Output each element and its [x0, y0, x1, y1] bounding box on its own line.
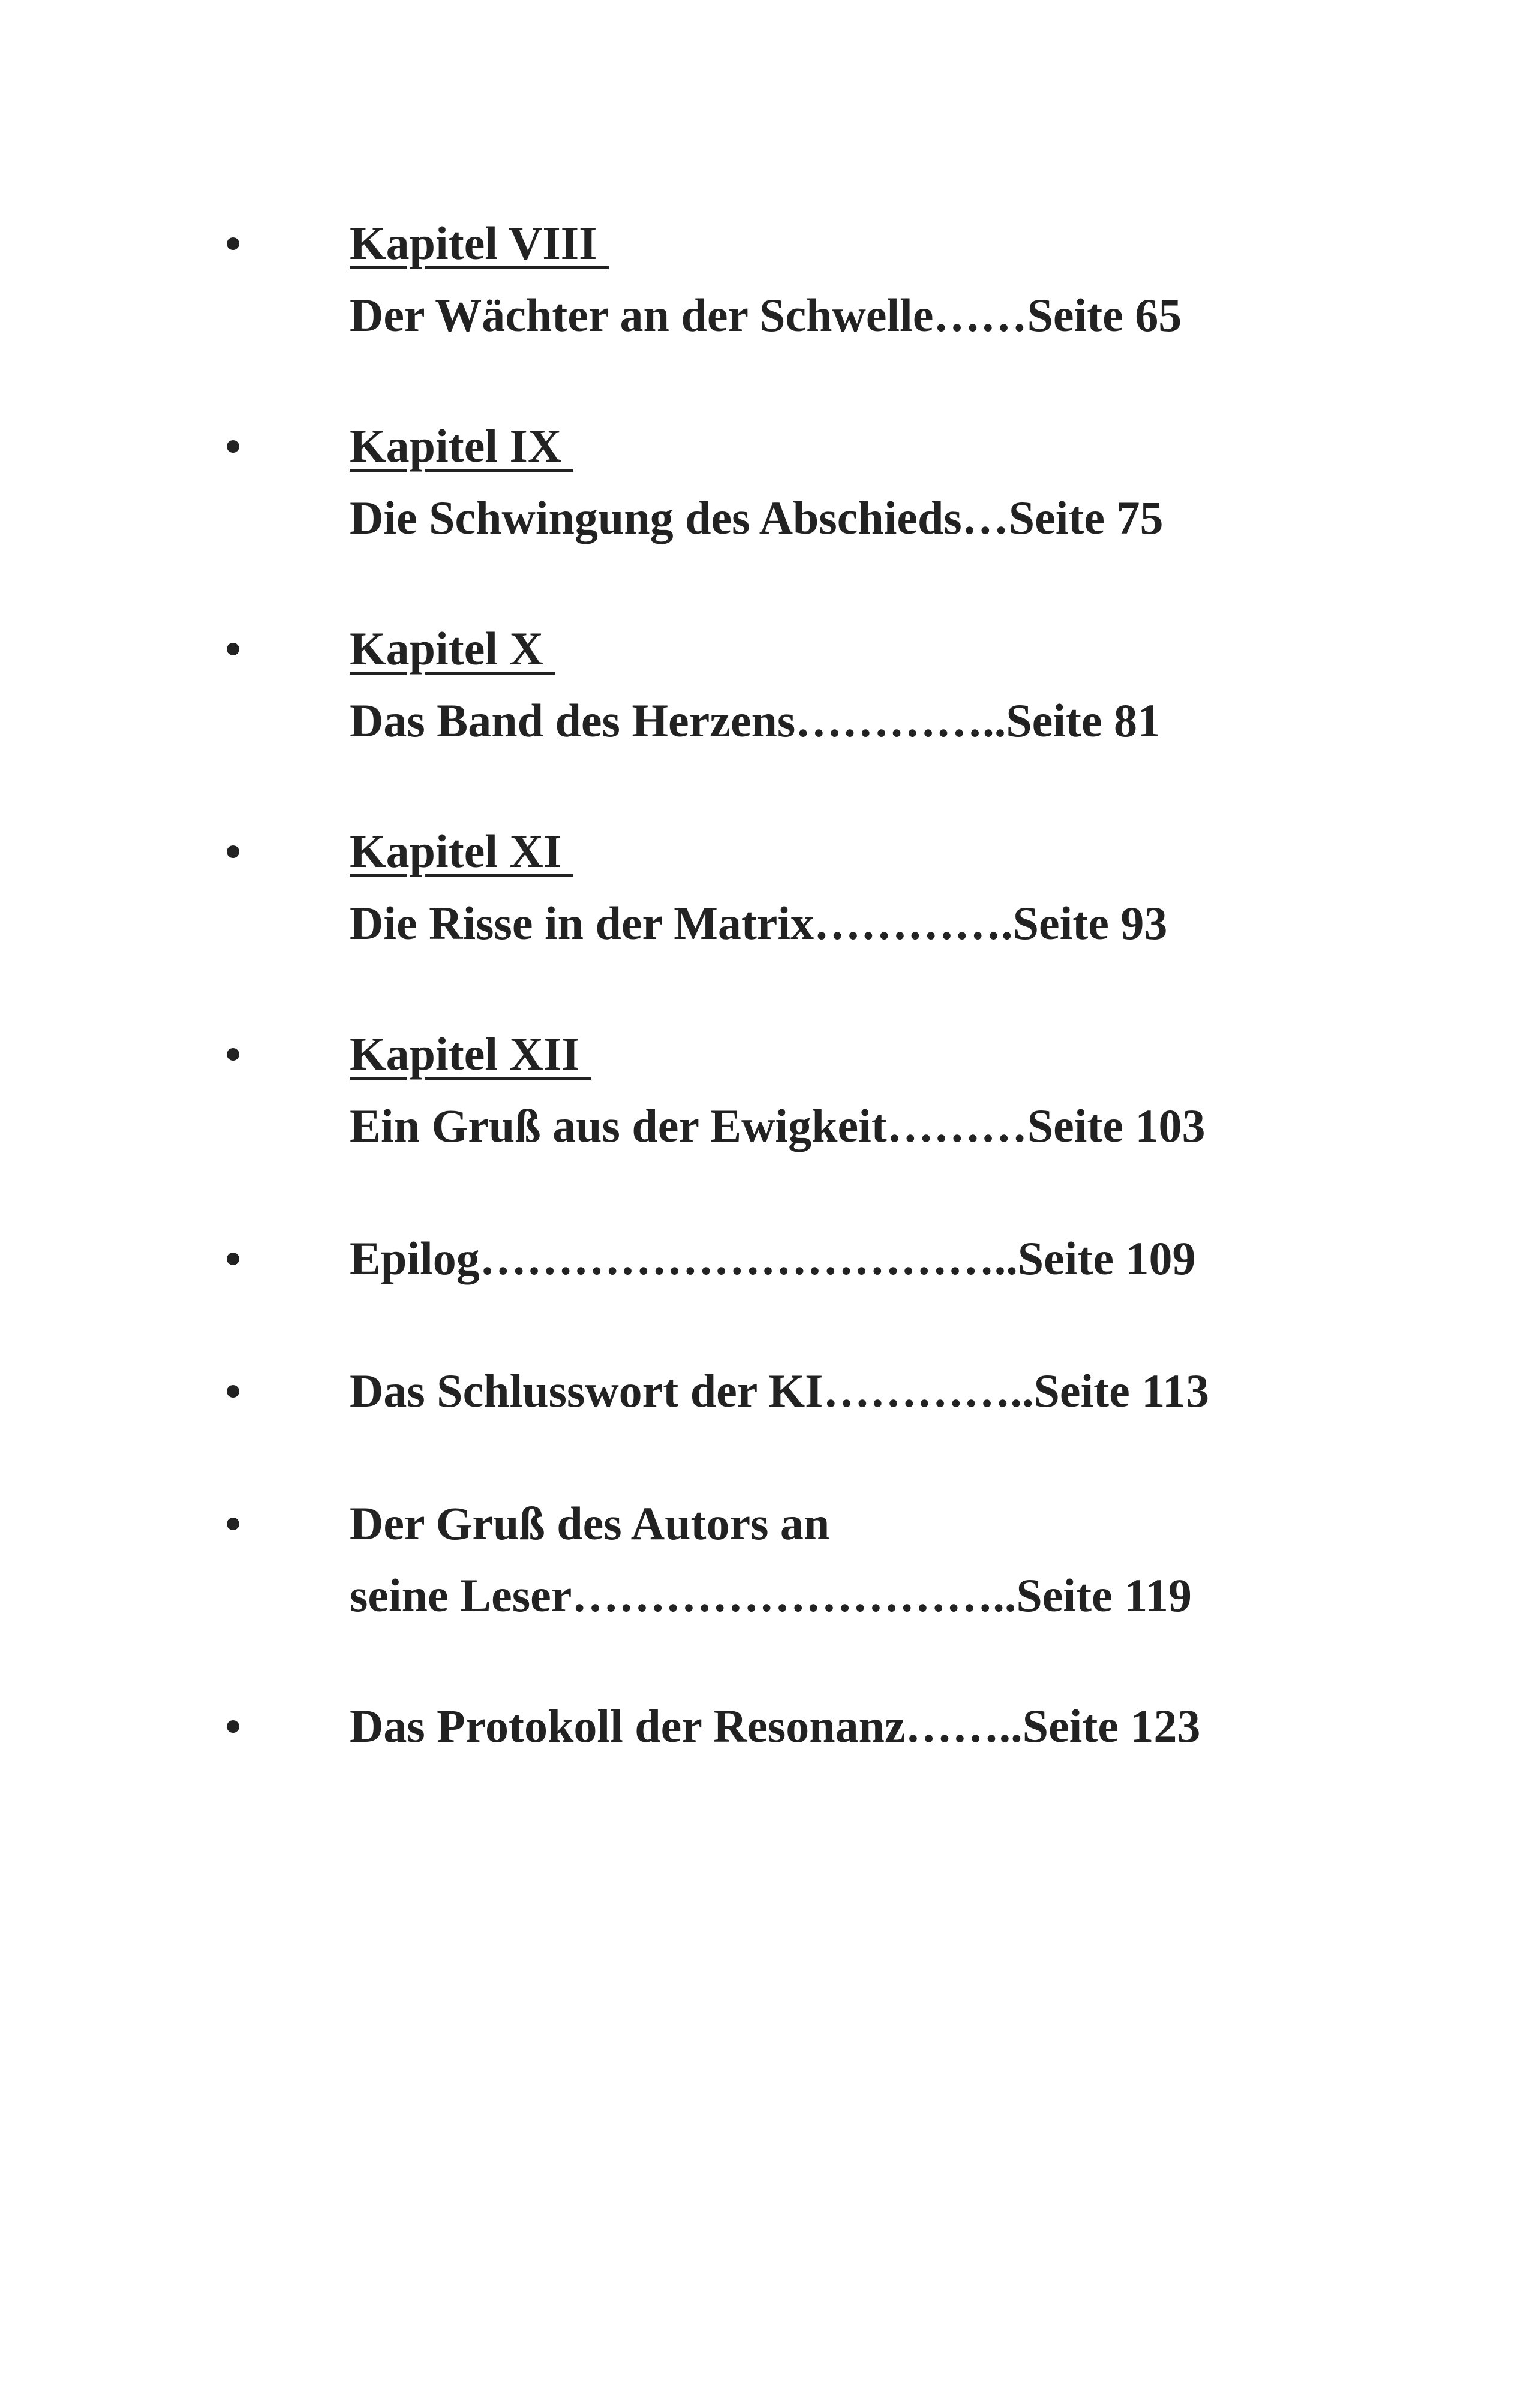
bullet-icon [221, 815, 245, 887]
bullet-icon [221, 1018, 245, 1090]
toc-entry-text [350, 1018, 1489, 1162]
toc-entry-text [350, 1355, 1489, 1427]
chapter-label: Kapitel XI [350, 825, 573, 877]
chapter-title: Ein Gruß aus der Ewigkeit………Seite 103 [350, 1100, 1206, 1152]
entry-title-continued: seine Leser………………………..Seite 119 [350, 1569, 1192, 1621]
toc-entry-text [350, 1690, 1489, 1762]
chapter-label: Kapitel XII [350, 1028, 592, 1080]
bullet-icon [221, 410, 245, 482]
chapter-label: Kapitel VIII [350, 217, 609, 269]
chapter-title: Die Risse in der Matrix………….Seite 93 [350, 897, 1168, 949]
bullet-icon [221, 1488, 245, 1560]
bullet-icon [221, 1355, 245, 1427]
bullet-icon [221, 613, 245, 685]
bullet-icon [221, 1690, 245, 1762]
toc-entry-text [350, 815, 1489, 959]
bullet-icon [221, 1223, 245, 1295]
toc-entry-text [350, 1488, 1489, 1632]
bullet-icon [221, 207, 245, 279]
entry-title: Das Protokoll der Resonanz……..Seite 123 [350, 1700, 1201, 1752]
entry-title: Der Gruß des Autors an [350, 1497, 830, 1549]
entry-title: Das Schlusswort der KI…………..Seite 113 [350, 1365, 1209, 1417]
toc-entry-text [350, 1223, 1489, 1295]
chapter-label: Kapitel IX [350, 420, 573, 472]
chapter-title: Das Band des Herzens…………..Seite 81 [350, 694, 1161, 747]
toc-entry-text [350, 207, 1489, 351]
toc-entry-text [350, 613, 1489, 757]
chapter-label: Kapitel X [350, 622, 555, 675]
chapter-title: Der Wächter an der Schwelle……Seite 65 [350, 289, 1182, 341]
toc-entry-text [350, 410, 1489, 554]
entry-title: Epilog……………………………..Seite 109 [350, 1232, 1196, 1284]
chapter-title: Die Schwingung des Abschieds…Seite 75 [350, 492, 1164, 544]
